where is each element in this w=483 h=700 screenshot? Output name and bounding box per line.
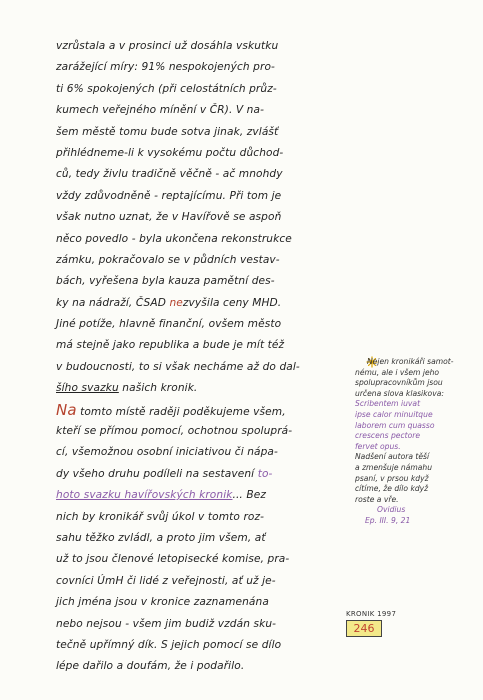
quote-citation: Ep. III. 9, 21 [365, 515, 411, 525]
sidebar-line: Nejen kronikáři samot- [367, 357, 454, 366]
text-line: zarážející míry: 91% nespokojených pro- [56, 61, 275, 74]
chronicle-stamp: KRONIK 1997 [346, 610, 397, 618]
text-line: šem městě tomu bude sotva jinak, zvlášť [56, 125, 279, 138]
text-line: přihlédneme-li k vysokému počtu důchod- [56, 146, 284, 159]
sidebar-line: určena slova klasikova: [355, 388, 444, 398]
initial-letters: Na [56, 400, 77, 419]
latin-quote-line: laborem cum quasso [355, 420, 435, 430]
text-line [56, 485, 351, 506]
text-line: už to jsou členové letopisecké komise, pra- [56, 553, 290, 566]
translation-line: cítíme, že dílo když [355, 484, 429, 494]
text-line: kteří se přímou pomocí, ochotnou spoluprá- [56, 425, 293, 438]
text-line: vzrůstala a v prosinci už dosáhla vskutku [56, 40, 279, 52]
text-line: jich jména jsou v kronice zaznamenána [56, 596, 269, 609]
highlight-violet: hoto svazku havířovských kronik [56, 489, 233, 502]
translation-line: psaní, v prsou když [355, 473, 429, 483]
highlight-violet: to- [257, 467, 273, 480]
translation-line: Nadšení autora těší [355, 452, 430, 462]
text-line: covníci ÚmH či lidé z veřejnosti, ať už je- [56, 574, 276, 587]
text-span: ... Bez [232, 489, 267, 502]
text-line: však nutno uznat, že v Havířově se aspoň [56, 211, 282, 224]
text-span: našich kronik. [118, 382, 198, 395]
text-line: kumech veřejného mínění v ČR). V na- [56, 104, 265, 117]
text-line: ců, tedy živlu tradičně věčně - ač mnohdy [56, 168, 283, 181]
text-span: zvyšila ceny MHD. [182, 296, 282, 309]
text-line: vždy zdůvodněně - reptajícímu. Při tom je [56, 189, 282, 202]
text-line [56, 293, 351, 314]
text-line: něco povedlo - byla ukončena rekonstrukce [56, 232, 292, 245]
sidebar-line: spolupracovníkům jsou [355, 378, 443, 388]
latin-quote-line: Scribentem iuvat [355, 399, 421, 409]
main-text-column [56, 36, 351, 678]
latin-quote-line: ipse calor minuitque [355, 409, 433, 419]
translation-line: roste a vře. [355, 494, 399, 504]
text-span: dy všeho druhu podíleli na sestavení [56, 467, 255, 480]
text-line: Jiné potíže, hlavně finanční, ovšem město [56, 318, 282, 331]
text-line: nebo nejsou - všem jim budiž vzdán sku- [56, 617, 277, 630]
latin-quote-line: fervet opus. [355, 441, 401, 451]
text-line: v budoucnosti, to si však necháme až do dal- [56, 360, 300, 373]
text-span: ky na nádraží, ČSAD [56, 296, 170, 309]
text-line: nich by kronikář svůj úkol v tomto roz- [56, 510, 265, 523]
text-line: zámku, pokračovalo se v půdních vestav- [56, 253, 280, 266]
text-line: má stejně jako republika a bude je mít též [56, 339, 285, 352]
text-line: cí, všemožnou osobní iniciativou či nápa- [56, 446, 278, 459]
text-line: lépe dařilo a doufám, že i podařilo. [56, 660, 245, 673]
underlined-phrase: šího svazku [56, 382, 119, 395]
page-number: 246 [346, 620, 382, 637]
sidebar-line: nému, ale i všem jeho [355, 367, 440, 377]
text-line [56, 378, 351, 399]
text-span: tomto místě raději poděkujeme všem, [76, 405, 286, 418]
text-line: sahu těžko zvládl, a proto jim všem, ať [56, 531, 266, 544]
quote-author: Ovidius [377, 505, 406, 515]
text-line: tečně upřímný dík. S jejich pomocí se dílo [56, 638, 282, 651]
highlight-red: ne [169, 296, 183, 309]
text-line [56, 400, 351, 421]
translation-line: a zmenšuje námahu [355, 462, 433, 472]
latin-quote-line: crescens pectore [355, 431, 421, 441]
text-line: bách, vyřešena byla kauza pamětní des- [56, 275, 275, 288]
text-line [56, 464, 351, 485]
sidebar-note [355, 357, 470, 527]
text-line: ti 6% spokojených (při celostátních průz- [56, 82, 277, 95]
